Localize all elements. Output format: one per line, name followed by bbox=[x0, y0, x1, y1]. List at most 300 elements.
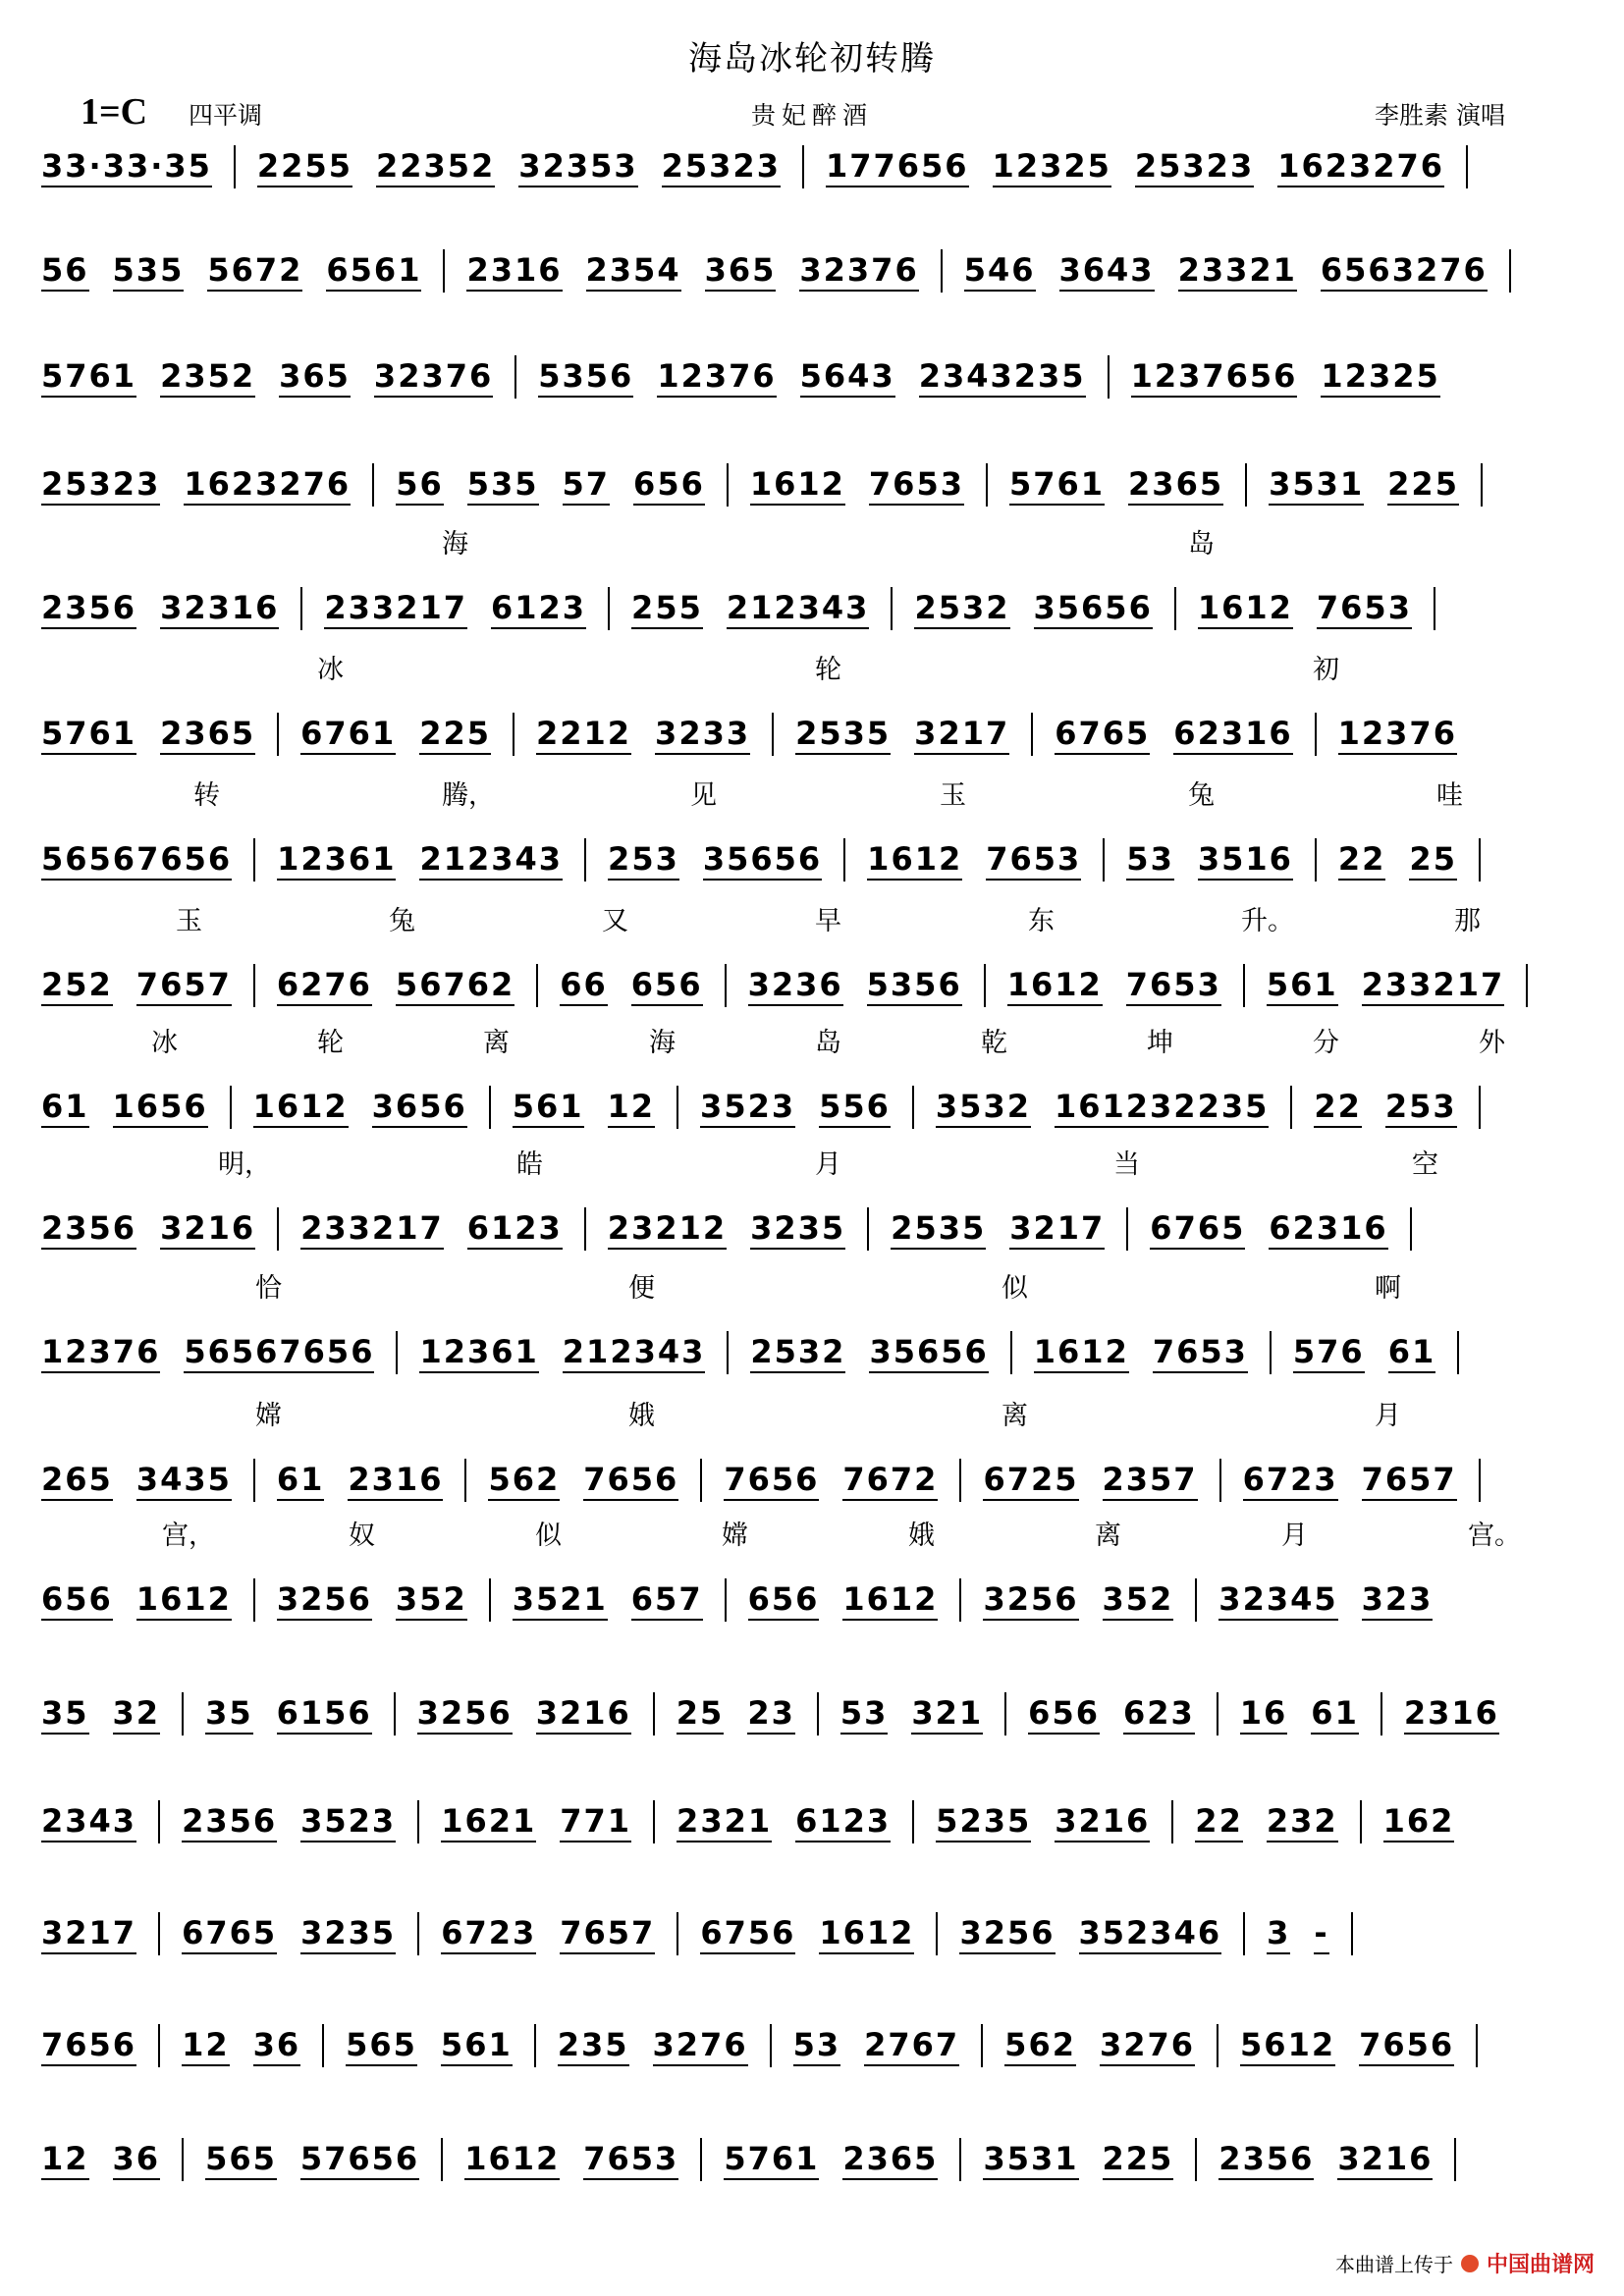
note-group: 656 bbox=[633, 465, 705, 506]
note-group: 5761 bbox=[724, 2140, 819, 2180]
note-group: 1612 bbox=[136, 1580, 232, 1621]
note-group: 2343235 bbox=[919, 357, 1086, 398]
lyric-syllable: 哇 bbox=[1436, 780, 1463, 811]
barline bbox=[1219, 1459, 1221, 1502]
barline bbox=[1457, 1331, 1459, 1374]
note-group: 561 bbox=[1267, 966, 1338, 1006]
note-group: 56 bbox=[41, 251, 89, 292]
lyric-syllable: 海 bbox=[442, 529, 468, 560]
note-group: 2356 bbox=[182, 1802, 277, 1842]
lyric-syllable: 腾， bbox=[442, 780, 495, 811]
barline bbox=[372, 463, 374, 507]
lyric-syllable: 明， bbox=[218, 1149, 271, 1180]
barline bbox=[1509, 249, 1511, 293]
barline bbox=[253, 964, 255, 1007]
lyric-syllable: 分 bbox=[1313, 1028, 1339, 1058]
note-group: 3276 bbox=[653, 2026, 748, 2066]
score-row bbox=[29, 705, 1600, 764]
barline bbox=[1315, 838, 1317, 881]
lyric-syllable: 月 bbox=[815, 1149, 841, 1180]
note-group: 62316 bbox=[1269, 1209, 1387, 1250]
note-group: 7653 bbox=[583, 2140, 678, 2180]
lyric-syllable: 海 bbox=[649, 1028, 676, 1058]
note-group: 3235 bbox=[300, 1914, 396, 1954]
barline bbox=[727, 1331, 729, 1374]
lyric-syllable: 那 bbox=[1454, 906, 1481, 936]
score-row bbox=[29, 2130, 1600, 2189]
lyric-syllable: 岛 bbox=[1188, 529, 1215, 560]
singer-credit: 李胜素 演唱 bbox=[1375, 101, 1505, 130]
note-group: 3516 bbox=[1198, 840, 1293, 881]
note-group: 7653 bbox=[1153, 1333, 1248, 1373]
lyric-syllable: 当 bbox=[1113, 1149, 1140, 1180]
lyric-line bbox=[29, 1514, 1600, 1553]
note-group: 233217 bbox=[324, 589, 467, 629]
score-row bbox=[29, 1571, 1600, 1629]
note-group: 35 bbox=[205, 1694, 253, 1735]
note-group: 2535 bbox=[891, 1209, 986, 1250]
note-group: 2354 bbox=[586, 251, 681, 292]
note-group: 3276 bbox=[1100, 2026, 1195, 2066]
note-group: 5672 bbox=[207, 251, 302, 292]
notation-line bbox=[29, 1200, 1600, 1258]
lyric-syllable: 嫦 bbox=[255, 1401, 282, 1431]
note-group: 1612 bbox=[1007, 966, 1103, 1006]
barline bbox=[1010, 1331, 1012, 1374]
note-group: 3256 bbox=[983, 1580, 1078, 1621]
note-group: 32376 bbox=[799, 251, 918, 292]
note-group: 3216 bbox=[536, 1694, 631, 1735]
note-group: 212343 bbox=[563, 1333, 706, 1373]
note-group: 23 bbox=[747, 1694, 795, 1735]
note-group: 7656 bbox=[583, 1461, 678, 1501]
score-row bbox=[29, 1904, 1600, 1963]
lyric-syllable: 见 bbox=[690, 780, 717, 811]
note-group: 365 bbox=[279, 357, 351, 398]
barline bbox=[1126, 1207, 1128, 1251]
note-group: 12325 bbox=[1321, 357, 1439, 398]
note-group: 62316 bbox=[1173, 715, 1292, 755]
barline bbox=[817, 1692, 819, 1735]
note-group: 22 bbox=[1338, 840, 1386, 881]
note-group: 352346 bbox=[1079, 1914, 1222, 1954]
note-group: 3217 bbox=[41, 1914, 136, 1954]
lyric-syllable: 东 bbox=[1028, 906, 1055, 936]
note-group: 6756 bbox=[700, 1914, 795, 1954]
note-group: 3 bbox=[1267, 1914, 1290, 1954]
lyric-syllable: 嫦 bbox=[722, 1521, 748, 1551]
note-group: 233217 bbox=[1362, 966, 1505, 1006]
note-group: 2532 bbox=[750, 1333, 845, 1373]
note-group: 1623276 bbox=[1277, 147, 1444, 187]
lyric-syllable: 早 bbox=[815, 906, 841, 936]
note-group: 3217 bbox=[1009, 1209, 1105, 1250]
lyric-syllable: 玉 bbox=[176, 906, 202, 936]
lyric-syllable: 冰 bbox=[151, 1028, 178, 1058]
lyric-syllable: 便 bbox=[628, 1273, 655, 1304]
barline bbox=[1466, 145, 1468, 188]
lyric-syllable: 宫， bbox=[162, 1521, 215, 1551]
lyric-syllable: 恰 bbox=[255, 1273, 282, 1304]
note-group: 33·33·35 bbox=[41, 147, 212, 187]
note-group: 22 bbox=[1314, 1088, 1362, 1128]
note-group: 12376 bbox=[1338, 715, 1457, 755]
note-group: 2212 bbox=[536, 715, 631, 755]
note-group: 3217 bbox=[914, 715, 1009, 755]
notation-line bbox=[29, 1451, 1600, 1510]
barline bbox=[802, 145, 804, 188]
note-group: 3233 bbox=[655, 715, 750, 755]
barline bbox=[300, 587, 302, 630]
note-group: 6725 bbox=[983, 1461, 1078, 1501]
lyric-syllable: 离 bbox=[1001, 1401, 1028, 1431]
note-group: 561 bbox=[513, 1088, 584, 1128]
note-group: 57 bbox=[563, 465, 611, 506]
note-group: 1612 bbox=[819, 1914, 914, 1954]
note-group: 253 bbox=[1385, 1088, 1457, 1128]
lyric-line bbox=[29, 648, 1600, 687]
note-group: 12376 bbox=[41, 1333, 160, 1373]
note-group: 32 bbox=[113, 1694, 161, 1735]
barline bbox=[1171, 1800, 1173, 1843]
note-group: 2352 bbox=[160, 357, 255, 398]
barline bbox=[725, 964, 727, 1007]
note-group: - bbox=[1314, 1914, 1328, 1954]
score-row bbox=[29, 579, 1600, 638]
footer bbox=[1335, 2248, 1595, 2278]
note-group: 53 bbox=[840, 1694, 889, 1735]
barline bbox=[1476, 2024, 1478, 2067]
barline bbox=[1103, 838, 1105, 881]
barline bbox=[464, 1459, 466, 1502]
note-group: 2357 bbox=[1103, 1461, 1198, 1501]
notation-line bbox=[29, 1904, 1600, 1963]
note-group: 36 bbox=[113, 2140, 161, 2180]
note-group: 6563276 bbox=[1321, 251, 1488, 292]
note-group: 352 bbox=[1103, 1580, 1174, 1621]
barline bbox=[700, 1459, 702, 1502]
note-group: 656 bbox=[1028, 1694, 1100, 1735]
note-group: 3656 bbox=[372, 1088, 467, 1128]
note-group: 1612 bbox=[464, 2140, 560, 2180]
barline bbox=[1380, 1692, 1382, 1735]
barline bbox=[253, 838, 255, 881]
site-logo-icon bbox=[1461, 2255, 1479, 2272]
score-row bbox=[29, 347, 1600, 406]
barline bbox=[394, 1692, 396, 1735]
lyric-syllable: 升。 bbox=[1241, 906, 1294, 936]
note-group: 56762 bbox=[396, 966, 514, 1006]
score-row bbox=[29, 830, 1600, 889]
barline bbox=[253, 1578, 255, 1622]
barline bbox=[513, 713, 514, 756]
note-group: 5235 bbox=[936, 1802, 1031, 1842]
note-group: 61 bbox=[277, 1461, 325, 1501]
barline bbox=[489, 1086, 491, 1129]
note-group: 56567656 bbox=[184, 1333, 374, 1373]
note-group: 3216 bbox=[160, 1209, 255, 1250]
barline bbox=[1195, 2138, 1197, 2181]
site-name[interactable]: 中国曲谱网 bbox=[1486, 2253, 1595, 2277]
note-group: 61 bbox=[1311, 1694, 1359, 1735]
barline bbox=[417, 1800, 419, 1843]
barline bbox=[912, 1086, 914, 1129]
score-row bbox=[29, 1684, 1600, 1743]
note-group: 225 bbox=[1387, 465, 1459, 506]
barline bbox=[277, 1207, 279, 1251]
lyric-syllable: 啊 bbox=[1375, 1273, 1401, 1304]
barline bbox=[584, 1207, 586, 1251]
score-row bbox=[29, 241, 1600, 300]
barline bbox=[912, 1800, 914, 1843]
note-group: 7672 bbox=[842, 1461, 938, 1501]
note-group: 25323 bbox=[662, 147, 781, 187]
note-group: 233217 bbox=[300, 1209, 444, 1250]
lyric-syllable: 初 bbox=[1313, 655, 1339, 685]
note-group: 2316 bbox=[1404, 1694, 1499, 1735]
note-group: 565 bbox=[205, 2140, 277, 2180]
note-group: 5356 bbox=[538, 357, 633, 398]
lyric-syllable: 冰 bbox=[317, 655, 344, 685]
note-group: 25 bbox=[1409, 840, 1457, 881]
score-row bbox=[29, 1200, 1600, 1258]
note-group: 3256 bbox=[959, 1914, 1055, 1954]
note-group: 623 bbox=[1123, 1694, 1195, 1735]
barline bbox=[1243, 1912, 1245, 1955]
note-group: 225 bbox=[1103, 2140, 1174, 2180]
note-group: 3532 bbox=[936, 1088, 1031, 1128]
barline bbox=[867, 1207, 869, 1251]
opera-title: 贵妃醉酒 bbox=[750, 101, 873, 130]
note-group: 23212 bbox=[608, 1209, 727, 1250]
note-group: 22352 bbox=[376, 147, 495, 187]
note-group: 6123 bbox=[491, 589, 586, 629]
lyric-syllable: 兔 bbox=[389, 906, 415, 936]
note-group: 1612 bbox=[1034, 1333, 1129, 1373]
note-group: 7657 bbox=[1362, 1461, 1457, 1501]
note-group: 12361 bbox=[419, 1333, 538, 1373]
notation-line bbox=[29, 2016, 1600, 2075]
note-group: 3643 bbox=[1059, 251, 1155, 292]
note-group: 1612 bbox=[867, 840, 962, 881]
barline bbox=[441, 2138, 443, 2181]
note-group: 2535 bbox=[795, 715, 891, 755]
note-group: 2356 bbox=[41, 1209, 136, 1250]
note-group: 7653 bbox=[1126, 966, 1221, 1006]
notation-line bbox=[29, 137, 1600, 196]
note-group: 255 bbox=[631, 589, 703, 629]
barline bbox=[253, 1459, 255, 1502]
notation-line bbox=[29, 956, 1600, 1015]
note-group: 656 bbox=[631, 966, 703, 1006]
note-group: 25 bbox=[677, 1694, 725, 1735]
barline bbox=[417, 1912, 419, 1955]
note-group: 323 bbox=[1362, 1580, 1434, 1621]
barline bbox=[322, 2024, 324, 2067]
note-group: 2356 bbox=[41, 589, 136, 629]
note-group: 57656 bbox=[300, 2140, 419, 2180]
barline bbox=[936, 1912, 938, 1955]
note-group: 16 bbox=[1240, 1694, 1288, 1735]
barline bbox=[230, 1086, 232, 1129]
note-group: 2532 bbox=[914, 589, 1009, 629]
note-group: 212343 bbox=[727, 589, 870, 629]
note-group: 2343 bbox=[41, 1802, 136, 1842]
note-group: 12376 bbox=[657, 357, 776, 398]
notation-line bbox=[29, 347, 1600, 406]
score-row bbox=[29, 1078, 1600, 1137]
lyric-line bbox=[29, 1266, 1600, 1306]
barline bbox=[1479, 838, 1481, 881]
note-group: 252 bbox=[41, 966, 113, 1006]
barline bbox=[725, 1578, 727, 1622]
note-group: 56 bbox=[396, 465, 444, 506]
lyric-syllable: 宫。 bbox=[1468, 1521, 1521, 1551]
note-group: 161232235 bbox=[1055, 1088, 1269, 1128]
lyric-syllable: 空 bbox=[1412, 1149, 1438, 1180]
barline bbox=[396, 1331, 398, 1374]
note-group: 3216 bbox=[1055, 1802, 1150, 1842]
barline bbox=[1270, 1331, 1272, 1374]
lyric-syllable: 轮 bbox=[815, 655, 841, 685]
barline bbox=[443, 249, 445, 293]
note-group: 3521 bbox=[513, 1580, 608, 1621]
lyric-line bbox=[29, 1394, 1600, 1433]
note-group: 23321 bbox=[1178, 251, 1297, 292]
barline bbox=[489, 1578, 491, 1622]
lyric-syllable: 外 bbox=[1479, 1028, 1505, 1058]
lyric-syllable: 转 bbox=[193, 780, 220, 811]
note-group: 3523 bbox=[700, 1088, 795, 1128]
note-group: 35 bbox=[41, 1694, 89, 1735]
barline bbox=[534, 2024, 536, 2067]
notation-line bbox=[29, 455, 1600, 514]
note-group: 32376 bbox=[374, 357, 493, 398]
note-group: 562 bbox=[1004, 2026, 1076, 2066]
barline bbox=[984, 964, 986, 1007]
note-group: 7656 bbox=[724, 1461, 819, 1501]
notation-line bbox=[29, 705, 1600, 764]
note-group: 535 bbox=[113, 251, 185, 292]
barline bbox=[1454, 2138, 1456, 2181]
note-group: 546 bbox=[964, 251, 1036, 292]
notation-line bbox=[29, 579, 1600, 638]
barline bbox=[1410, 1207, 1412, 1251]
note-group: 7653 bbox=[1317, 589, 1412, 629]
note-group: 7656 bbox=[1359, 2026, 1454, 2066]
lyric-syllable: 似 bbox=[1001, 1273, 1028, 1304]
note-group: 352 bbox=[396, 1580, 467, 1621]
lyric-line bbox=[29, 899, 1600, 938]
note-group: 225 bbox=[419, 715, 491, 755]
lyric-syllable: 兔 bbox=[1188, 780, 1215, 811]
note-group: 32353 bbox=[518, 147, 637, 187]
note-group: 771 bbox=[560, 1802, 631, 1842]
note-group: 12 bbox=[41, 2140, 89, 2180]
score-row bbox=[29, 1792, 1600, 1851]
note-group: 3236 bbox=[748, 966, 843, 1006]
barline bbox=[1217, 1692, 1218, 1735]
note-group: 7657 bbox=[136, 966, 232, 1006]
note-group: 7656 bbox=[41, 2026, 136, 2066]
barline bbox=[608, 587, 610, 630]
note-group: 235 bbox=[558, 2026, 629, 2066]
note-group: 7653 bbox=[986, 840, 1081, 881]
barline bbox=[1290, 1086, 1292, 1129]
note-group: 25323 bbox=[41, 465, 160, 506]
score-row bbox=[29, 956, 1600, 1015]
notation-line bbox=[29, 1571, 1600, 1629]
note-group: 66 bbox=[560, 966, 608, 1006]
note-group: 6723 bbox=[1243, 1461, 1338, 1501]
notation-line bbox=[29, 241, 1600, 300]
note-group: 22 bbox=[1195, 1802, 1243, 1842]
note-group: 5761 bbox=[1009, 465, 1105, 506]
note-group: 3531 bbox=[983, 2140, 1078, 2180]
barline bbox=[1195, 1578, 1197, 1622]
note-group: 53 bbox=[1126, 840, 1174, 881]
barline bbox=[1360, 1800, 1362, 1843]
lyric-syllable: 奴 bbox=[349, 1521, 375, 1551]
note-group: 212343 bbox=[419, 840, 563, 881]
note-group: 6276 bbox=[277, 966, 372, 1006]
note-group: 1656 bbox=[113, 1088, 208, 1128]
barline bbox=[843, 838, 845, 881]
note-group: 232 bbox=[1267, 1802, 1338, 1842]
note-group: 35656 bbox=[703, 840, 822, 881]
note-group: 12325 bbox=[993, 147, 1111, 187]
barline bbox=[584, 838, 586, 881]
note-group: 5761 bbox=[41, 357, 136, 398]
note-group: 35656 bbox=[869, 1333, 988, 1373]
upload-text: 本曲谱上传于 bbox=[1334, 2253, 1453, 2276]
note-group: 61 bbox=[41, 1088, 89, 1128]
barline bbox=[182, 1692, 184, 1735]
barline bbox=[1479, 1086, 1481, 1129]
note-group: 2365 bbox=[1128, 465, 1223, 506]
note-group: 6765 bbox=[1055, 715, 1150, 755]
note-group: 2365 bbox=[842, 2140, 938, 2180]
barline bbox=[677, 1086, 678, 1129]
note-group: 2255 bbox=[257, 147, 352, 187]
note-group: 1621 bbox=[441, 1802, 536, 1842]
note-group: 2767 bbox=[864, 2026, 959, 2066]
lyric-syllable: 月 bbox=[1281, 1521, 1308, 1551]
note-group: 35656 bbox=[1034, 589, 1153, 629]
note-group: 32316 bbox=[160, 589, 279, 629]
barline bbox=[1174, 587, 1176, 630]
lyric-line bbox=[29, 1143, 1600, 1182]
note-group: 6765 bbox=[182, 1914, 277, 1954]
note-group: 56567656 bbox=[41, 840, 232, 881]
note-group: 12361 bbox=[277, 840, 396, 881]
barline bbox=[1217, 2024, 1218, 2067]
barline bbox=[277, 713, 279, 756]
note-group: 1612 bbox=[750, 465, 845, 506]
barline bbox=[1108, 355, 1110, 399]
note-group: 556 bbox=[819, 1088, 891, 1128]
lyric-syllable: 离 bbox=[1095, 1521, 1121, 1551]
lyric-syllable: 离 bbox=[483, 1028, 510, 1058]
barline bbox=[158, 2024, 160, 2067]
note-group: 3216 bbox=[1337, 2140, 1433, 2180]
mode-label: 四平调 bbox=[189, 101, 263, 130]
barline bbox=[1351, 1912, 1353, 1955]
note-group: 365 bbox=[705, 251, 777, 292]
barline bbox=[1243, 964, 1245, 1007]
note-group: 2356 bbox=[1218, 2140, 1314, 2180]
barline bbox=[536, 964, 538, 1007]
